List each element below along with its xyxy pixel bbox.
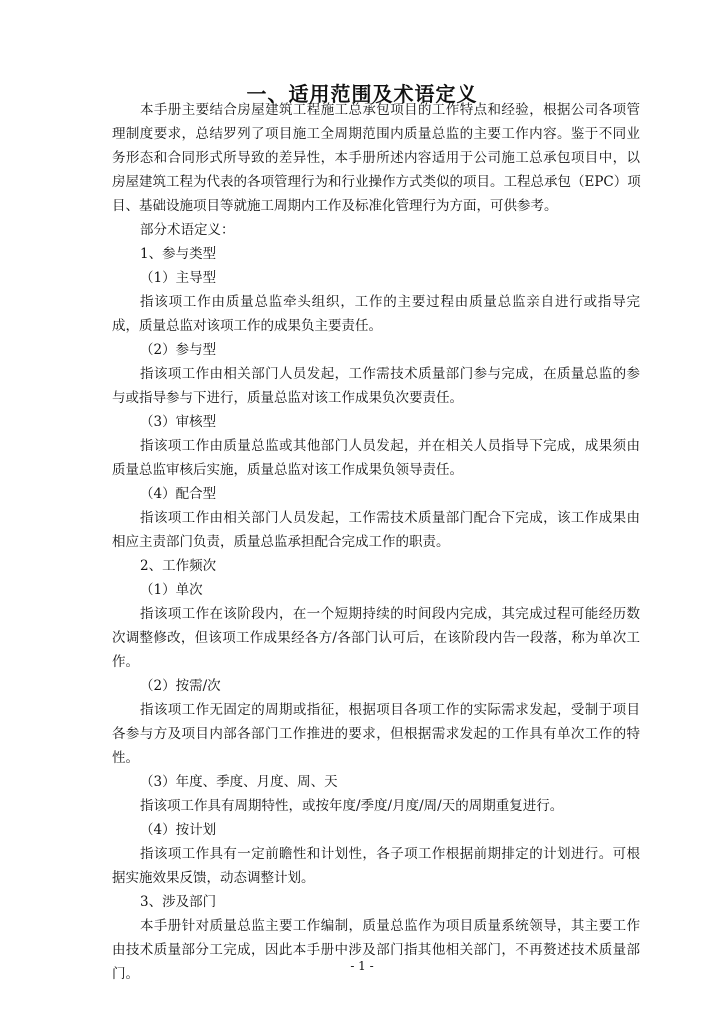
item-heading: （2）参与型 [140, 342, 217, 358]
page-number: - 1 - [350, 959, 374, 973]
section-heading: 3、涉及部门 [140, 894, 217, 910]
paragraph-line: 务形态和合同形式所导致的差异性，本手册所述内容适用于公司施工总承包项目中，以 [112, 150, 640, 166]
paragraph-line: 指该项工作由质量总监或其他部门人员发起，并在相关人员指导下完成，成果须由 [140, 438, 640, 454]
paragraph-line: 相应主责部门负责，质量总监承担配合完成工作的职责。 [112, 534, 450, 550]
section-heading: 1、参与类型 [140, 246, 217, 262]
paragraph-line: 成，质量总监对该项工作的成果负主要责任。 [112, 318, 382, 334]
paragraph-line: 指该项工作具有一定前瞻性和计划性，各子项工作根据前期排定的计划进行。可根 [140, 846, 640, 862]
paragraph-line: 与或指导参与下进行，质量总监对该工作成果负次要责任。 [112, 390, 463, 406]
paragraph-line: 指该项工作具有周期特性，或按年度/季度/月度/周/天的周期重复进行。 [140, 798, 564, 814]
paragraph-line: 本手册针对质量总监主要工作编制，质量总监作为项目质量系统领导，其主要工作 [140, 918, 640, 934]
paragraph-line: 本手册主要结合房屋建筑工程施工总承包项目的工作特点和经验，根据公司各项管 [140, 102, 640, 118]
item-heading: （1）单次 [140, 582, 203, 598]
paragraph-line: 次调整修改，但该项工作成果经各方/各部门认可后，在该阶段内告一段落，称为单次工 [112, 630, 640, 646]
paragraph-line: 指该项工作无固定的周期或指征，根据项目各项工作的实际需求发起，受制于项目 [140, 702, 640, 718]
paragraph-line: 性。 [112, 750, 139, 766]
section-heading: 2、工作频次 [140, 558, 217, 574]
item-heading: （4）配合型 [140, 486, 217, 502]
paragraph-line: 理制度要求，总结罗列了项目施工全周期范围内质量总监的主要工作内容。鉴于不同业 [112, 126, 640, 142]
item-heading: （4）按计划 [140, 822, 217, 838]
paragraph-line: 据实施效果反馈，动态调整计划。 [112, 870, 315, 886]
paragraph-line: 指该项工作由相关部门人员发起，工作需技术质量部门参与完成，在质量总监的参 [140, 366, 640, 382]
section-title: 一、适用范围及术语定义 [246, 82, 478, 106]
paragraph-line: 作。 [112, 654, 139, 670]
item-heading: （3）审核型 [140, 414, 217, 430]
paragraph-line: 质量总监审核后实施，质量总监对该工作成果负领导责任。 [112, 462, 463, 478]
paragraph-line: 指该项工作由质量总监牵头组织，工作的主要过程由质量总监亲自进行或指导完 [140, 294, 640, 310]
paragraph-line: 部分术语定义： [140, 222, 235, 238]
paragraph-line: 房屋建筑工程为代表的各项管理行为和行业操作方式类似的项目。工程总承包（EPC）项 [112, 174, 641, 190]
item-heading: （2）按需/次 [140, 678, 221, 694]
item-heading: （1）主导型 [140, 270, 217, 286]
paragraph-line: 由技术质量部分工完成，因此本手册中涉及部门指其他相关部门，不再赘述技术质量部 [112, 942, 640, 958]
paragraph-line: 各参与方及项目内部各部门工作推进的要求，但根据需求发起的工作具有单次工作的特 [112, 726, 640, 742]
paragraph-line: 目、基础设施项目等就施工周期内工作及标准化管理行为方面，可供参考。 [112, 198, 558, 214]
paragraph-line: 指该项工作在该阶段内，在一个短期持续的时间段内完成，其完成过程可能经历数 [140, 606, 640, 622]
item-heading: （3）年度、季度、月度、周、天 [140, 774, 338, 790]
paragraph-line: 门。 [112, 966, 139, 982]
paragraph-line: 指该项工作由相关部门人员发起，工作需技术质量部门配合下完成，该工作成果由 [140, 510, 640, 526]
